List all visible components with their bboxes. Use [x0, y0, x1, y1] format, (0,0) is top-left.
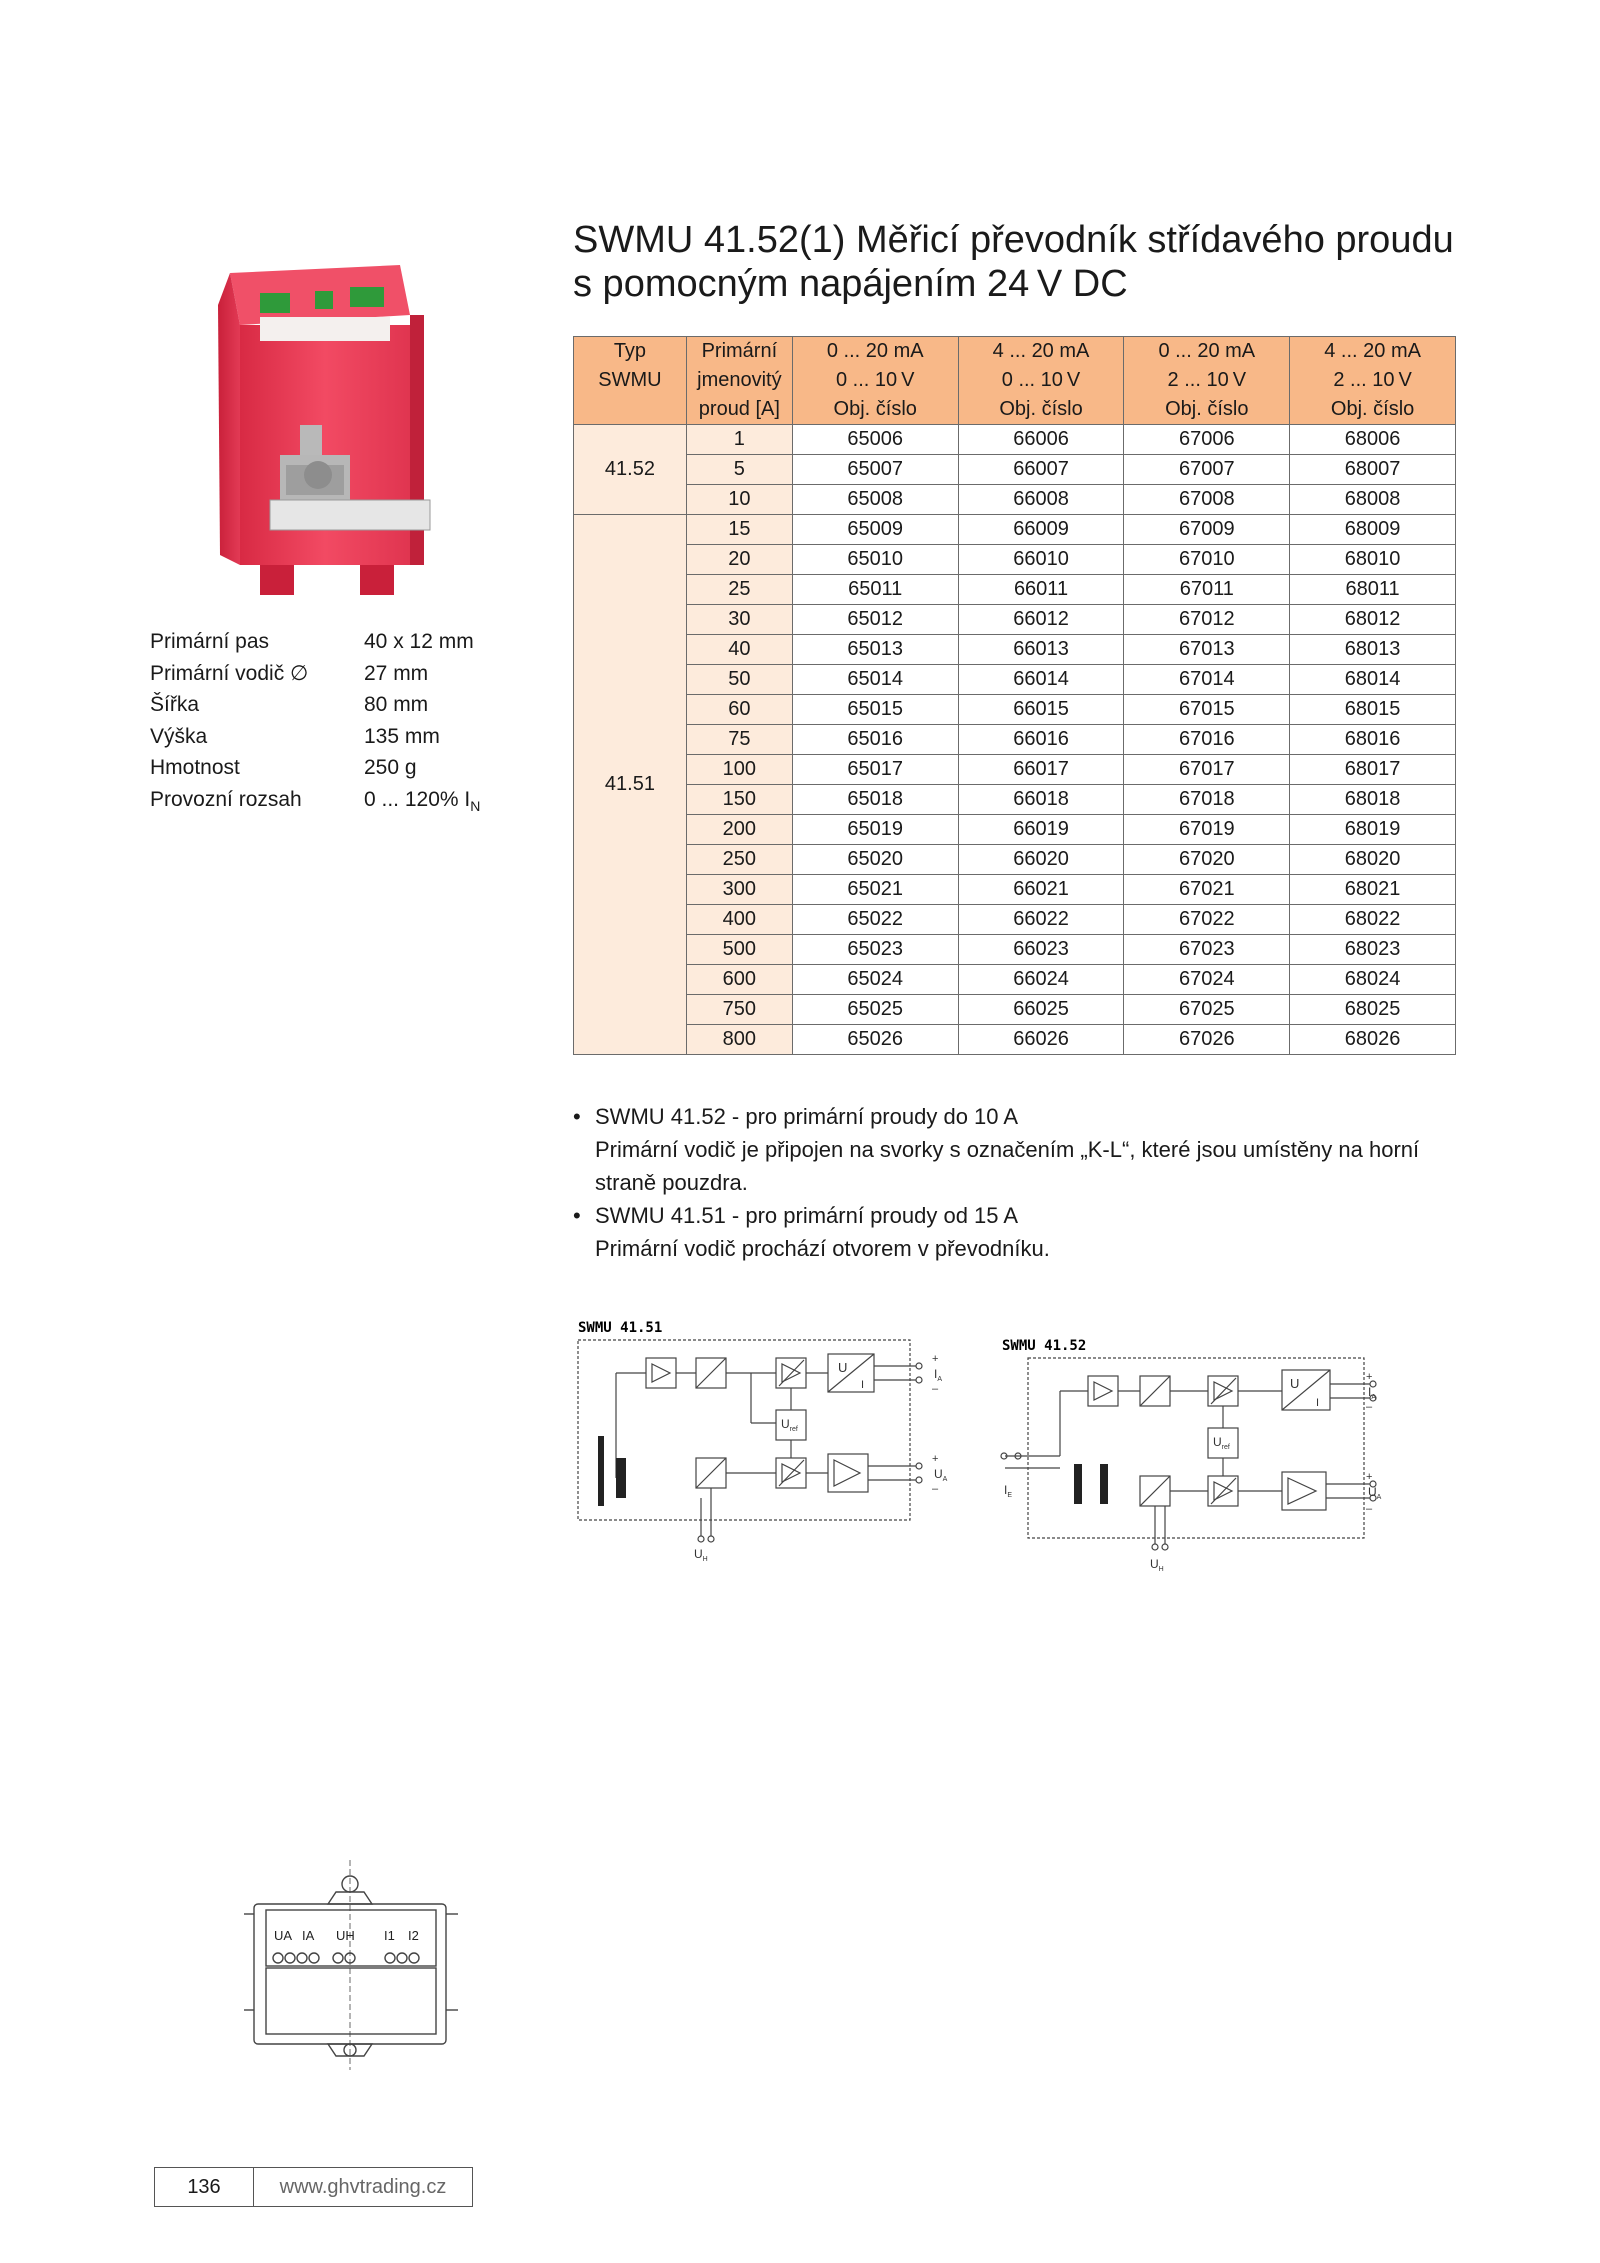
order-number-cell: 67023	[1124, 935, 1290, 965]
current-cell: 15	[686, 515, 792, 545]
header-typ: SWMU	[574, 366, 687, 395]
order-number-cell: 67011	[1124, 575, 1290, 605]
order-number-cell: 66014	[958, 665, 1124, 695]
svg-text:IA	[934, 1367, 942, 1383]
spec-row	[150, 626, 480, 658]
svg-text:UA	[1368, 1485, 1382, 1501]
title-line-2: s pomocným napájením 24 V DC	[573, 263, 1128, 305]
header-current: proud [A]	[686, 395, 792, 425]
order-number-cell: 67026	[1124, 1025, 1290, 1055]
note-bullet: • SWMU 41.52 - pro primární proudy do 10 A	[573, 1100, 1473, 1133]
order-number-cell: 66013	[958, 635, 1124, 665]
spec-label: Provozní rozsah	[150, 787, 302, 811]
plus-sign: +	[932, 1453, 939, 1465]
order-number-cell: 68025	[1290, 995, 1456, 1025]
table-row	[574, 635, 1456, 665]
page-number: 136	[155, 2168, 254, 2206]
current-cell: 100	[686, 755, 792, 785]
order-number-cell: 65009	[792, 515, 958, 545]
table-header	[574, 337, 1456, 425]
spec-row	[150, 689, 480, 721]
current-cell: 20	[686, 545, 792, 575]
order-number-cell: 68010	[1290, 545, 1456, 575]
minus-sign: –	[1366, 1401, 1373, 1413]
order-number-cell: 66007	[958, 455, 1124, 485]
note-text: Primární vodič je připojen na svorky s označením „K-L“, které jsou umístěny na horní straně pouzdra.	[595, 1137, 1420, 1195]
uref-label: U	[1213, 1435, 1222, 1449]
order-number-cell: 66023	[958, 935, 1124, 965]
spec-value: 250 g	[364, 756, 417, 779]
minus-sign: –	[1366, 1503, 1373, 1515]
table-row	[574, 995, 1456, 1025]
ia-sub: A	[937, 1376, 943, 1383]
current-cell: 10	[686, 485, 792, 515]
order-number-cell: 65007	[792, 455, 958, 485]
table-row	[574, 515, 1456, 545]
order-number-cell: 66016	[958, 725, 1124, 755]
header-output-col: 2 ... 10 V	[1124, 366, 1290, 395]
table-row	[574, 455, 1456, 485]
uh-sub: H	[702, 1556, 708, 1563]
table-row	[574, 695, 1456, 725]
diagram-u-label: U	[838, 1360, 848, 1375]
header-output-col: Obj. číslo	[958, 395, 1124, 425]
header-output-col: 2 ... 10 V	[1290, 366, 1456, 395]
uref-sub: ref	[789, 1426, 798, 1433]
order-number-cell: 65022	[792, 905, 958, 935]
order-number-cell: 68009	[1290, 515, 1456, 545]
order-number-cell: 65014	[792, 665, 958, 695]
minus-sign: –	[932, 1383, 939, 1395]
table-row	[574, 785, 1456, 815]
footer-url: www.ghvtrading.cz	[279, 2176, 447, 2198]
current-cell: 200	[686, 815, 792, 845]
page-title	[573, 218, 1573, 306]
terminal-label: UA	[274, 1928, 293, 1943]
uh-sub: H	[1158, 1566, 1164, 1573]
product-photo	[200, 265, 520, 601]
uref-label: U	[781, 1417, 790, 1431]
spec-value: 80 mm	[364, 693, 429, 716]
svg-text:IE	[1004, 1483, 1012, 1499]
current-cell: 250	[686, 845, 792, 875]
current-cell: 25	[686, 575, 792, 605]
spec-value: 27 mm	[364, 661, 429, 685]
current-cell: 150	[686, 785, 792, 815]
svg-text:UH	[1150, 1557, 1164, 1573]
order-number-cell: 66010	[958, 545, 1124, 575]
order-number-cell: 65011	[792, 575, 958, 605]
spec-value: 40 x 12 mm	[364, 630, 474, 653]
order-number-cell: 67010	[1124, 545, 1290, 575]
order-number-cell: 65015	[792, 695, 958, 725]
uref-sub: ref	[1221, 1444, 1230, 1451]
order-number-cell: 66017	[958, 755, 1124, 785]
spec-row	[150, 752, 480, 784]
table-row	[574, 875, 1456, 905]
order-number-cell: 65025	[792, 995, 958, 1025]
order-number-cell: 68023	[1290, 935, 1456, 965]
header-output-col: Obj. číslo	[792, 395, 958, 425]
header-output-col: 0 ... 10 V	[958, 366, 1124, 395]
ia-label: I	[934, 1367, 938, 1381]
order-number-cell: 66008	[958, 485, 1124, 515]
ia-sub: A	[1371, 1394, 1377, 1401]
current-cell: 800	[686, 1025, 792, 1055]
table-row	[574, 545, 1456, 575]
order-number-cell: 65013	[792, 635, 958, 665]
order-number-cell: 68014	[1290, 665, 1456, 695]
order-number-cell: 68007	[1290, 455, 1456, 485]
page-footer	[154, 2167, 473, 2207]
plus-sign: +	[1366, 1371, 1373, 1383]
order-number-cell: 65018	[792, 785, 958, 815]
order-number-cell: 66019	[958, 815, 1124, 845]
order-number-cell: 68016	[1290, 725, 1456, 755]
svg-text:UA	[934, 1467, 948, 1483]
order-number-cell: 65017	[792, 755, 958, 785]
current-cell: 500	[686, 935, 792, 965]
order-number-cell: 66015	[958, 695, 1124, 725]
table-body	[574, 425, 1456, 1055]
spec-row	[150, 658, 480, 690]
svg-text:Uref	[781, 1417, 798, 1433]
current-cell: 300	[686, 875, 792, 905]
order-number-cell: 67016	[1124, 725, 1290, 755]
current-cell: 60	[686, 695, 792, 725]
table-row	[574, 965, 1456, 995]
plus-sign: +	[932, 1353, 939, 1365]
ua-sub: A	[1376, 1494, 1382, 1501]
ie-label: I	[1004, 1483, 1008, 1497]
svg-text:UH	[694, 1547, 708, 1563]
order-number-cell: 65026	[792, 1025, 958, 1055]
terminal-label: IA	[302, 1928, 315, 1943]
order-number-cell: 68021	[1290, 875, 1456, 905]
header-output-col: 0 ... 10 V	[792, 366, 958, 395]
order-number-cell: 67021	[1124, 875, 1290, 905]
order-number-cell: 67017	[1124, 755, 1290, 785]
order-number-cell: 67008	[1124, 485, 1290, 515]
current-cell: 50	[686, 665, 792, 695]
table-row	[574, 755, 1456, 785]
order-number-cell: 68018	[1290, 785, 1456, 815]
terminal-label: I1	[384, 1928, 395, 1943]
spec-value: 135 mm	[364, 724, 440, 748]
terminal-label: UH	[336, 1928, 355, 1943]
ua-label: U	[934, 1467, 943, 1481]
block-diagram-41-52	[1000, 1336, 1400, 1576]
terminal-drawing	[244, 1860, 484, 2070]
order-number-cell: 66026	[958, 1025, 1124, 1055]
order-number-cell: 65021	[792, 875, 958, 905]
order-number-cell: 67006	[1124, 425, 1290, 455]
order-number-cell: 68026	[1290, 1025, 1456, 1055]
order-number-cell: 67025	[1124, 995, 1290, 1025]
header-output-col: 4 ... 20 mA	[1290, 337, 1456, 367]
diagram-i-label: I	[861, 1379, 865, 1391]
header-current: Primární	[686, 337, 792, 367]
spec-label: Primární pas	[150, 630, 270, 653]
spec-list	[150, 626, 480, 822]
order-number-cell: 67020	[1124, 845, 1290, 875]
header-output-col: Obj. číslo	[1290, 395, 1456, 425]
spec-value-text: 0 ... 120% I	[364, 787, 471, 811]
order-number-cell: 65016	[792, 725, 958, 755]
header-row	[574, 395, 1456, 425]
order-number-cell: 67012	[1124, 605, 1290, 635]
table-row	[574, 425, 1456, 455]
table-row	[574, 665, 1456, 695]
order-number-cell: 68024	[1290, 965, 1456, 995]
notes	[573, 1100, 1473, 1265]
diagram-i-label: I	[1316, 1397, 1320, 1409]
header-typ: Typ	[574, 337, 687, 367]
spec-label: Hmotnost	[150, 756, 240, 779]
order-number-cell: 65024	[792, 965, 958, 995]
spec-row	[150, 721, 480, 753]
order-number-cell: 66018	[958, 785, 1124, 815]
order-number-cell: 67022	[1124, 905, 1290, 935]
current-cell: 40	[686, 635, 792, 665]
order-number-cell: 65023	[792, 935, 958, 965]
ia-label: I	[1368, 1385, 1372, 1399]
spec-label: Šířka	[150, 693, 200, 716]
order-number-cell: 67015	[1124, 695, 1290, 725]
spec-row	[150, 784, 480, 823]
diagram-title: SWMU 41.52	[1002, 1338, 1087, 1354]
order-number-cell: 68020	[1290, 845, 1456, 875]
current-cell: 75	[686, 725, 792, 755]
spec-label: Primární vodič ∅	[150, 661, 309, 685]
order-number-cell: 68006	[1290, 425, 1456, 455]
table-row	[574, 605, 1456, 635]
order-number-cell: 66006	[958, 425, 1124, 455]
terminal-label: I2	[408, 1928, 419, 1943]
order-number-cell: 67024	[1124, 965, 1290, 995]
order-number-cell: 68015	[1290, 695, 1456, 725]
order-number-cell: 67013	[1124, 635, 1290, 665]
order-number-cell: 68013	[1290, 635, 1456, 665]
order-number-cell: 67014	[1124, 665, 1290, 695]
order-number-cell: 66021	[958, 875, 1124, 905]
note-text: Primární vodič prochází otvorem v převodníku.	[595, 1236, 1050, 1261]
header-row	[574, 337, 1456, 367]
current-cell: 600	[686, 965, 792, 995]
order-number-cell: 65010	[792, 545, 958, 575]
order-number-cell: 66025	[958, 995, 1124, 1025]
current-cell: 5	[686, 455, 792, 485]
minus-sign: –	[932, 1483, 939, 1495]
order-number-cell: 66012	[958, 605, 1124, 635]
type-cell: 41.52	[574, 425, 687, 515]
uh-label: U	[694, 1547, 703, 1561]
diagram-title: SWMU 41.51	[578, 1320, 663, 1336]
order-number-cell: 65012	[792, 605, 958, 635]
order-number-cell: 65019	[792, 815, 958, 845]
table-row	[574, 815, 1456, 845]
spec-value-subscript: N	[470, 797, 481, 814]
order-number-cell: 65020	[792, 845, 958, 875]
note-bullet: • SWMU 41.51 - pro primární proudy od 15 A	[573, 1199, 1473, 1232]
header-output-col: 4 ... 20 mA	[958, 337, 1124, 367]
table-row	[574, 725, 1456, 755]
order-number-cell: 68022	[1290, 905, 1456, 935]
spec-value	[364, 784, 480, 823]
current-cell: 750	[686, 995, 792, 1025]
header-current: jmenovitý	[686, 366, 792, 395]
order-number-cell: 67018	[1124, 785, 1290, 815]
table-row	[574, 575, 1456, 605]
header-output-col: 0 ... 20 mA	[792, 337, 958, 367]
table-row	[574, 935, 1456, 965]
current-cell: 30	[686, 605, 792, 635]
diagram-u-label: U	[1290, 1376, 1300, 1391]
current-cell: 1	[686, 425, 792, 455]
uh-label: U	[1150, 1557, 1159, 1571]
type-cell: 41.51	[574, 515, 687, 1055]
order-number-cell: 66024	[958, 965, 1124, 995]
header-row	[574, 366, 1456, 395]
ua-sub: A	[942, 1476, 948, 1483]
table-row	[574, 1025, 1456, 1055]
current-cell: 400	[686, 905, 792, 935]
spec-label: Výška	[150, 724, 208, 748]
block-diagram-41-51	[576, 1318, 966, 1568]
ua-label: U	[1368, 1485, 1377, 1499]
order-table	[573, 336, 1456, 1055]
ie-sub: E	[1007, 1492, 1013, 1499]
order-number-cell: 68017	[1290, 755, 1456, 785]
order-number-cell: 68012	[1290, 605, 1456, 635]
table-row	[574, 905, 1456, 935]
order-number-cell: 66022	[958, 905, 1124, 935]
order-number-cell: 68019	[1290, 815, 1456, 845]
order-number-cell: 66009	[958, 515, 1124, 545]
table-row	[574, 485, 1456, 515]
order-number-cell: 67007	[1124, 455, 1290, 485]
title-line-1: SWMU 41.52(1) Měřicí převodník střídavého proudu	[573, 219, 1454, 261]
order-number-cell: 68008	[1290, 485, 1456, 515]
order-number-cell: 66020	[958, 845, 1124, 875]
order-number-cell: 65006	[792, 425, 958, 455]
order-number-cell: 65008	[792, 485, 958, 515]
order-number-cell: 68011	[1290, 575, 1456, 605]
order-number-cell: 67009	[1124, 515, 1290, 545]
header-output-col: 0 ... 20 mA	[1124, 337, 1290, 367]
svg-text:Uref	[1213, 1435, 1230, 1451]
plus-sign: +	[1366, 1471, 1373, 1483]
order-number-cell: 67019	[1124, 815, 1290, 845]
table-row	[574, 845, 1456, 875]
header-output-col: Obj. číslo	[1124, 395, 1290, 425]
order-number-cell: 66011	[958, 575, 1124, 605]
header-typ	[574, 395, 687, 425]
